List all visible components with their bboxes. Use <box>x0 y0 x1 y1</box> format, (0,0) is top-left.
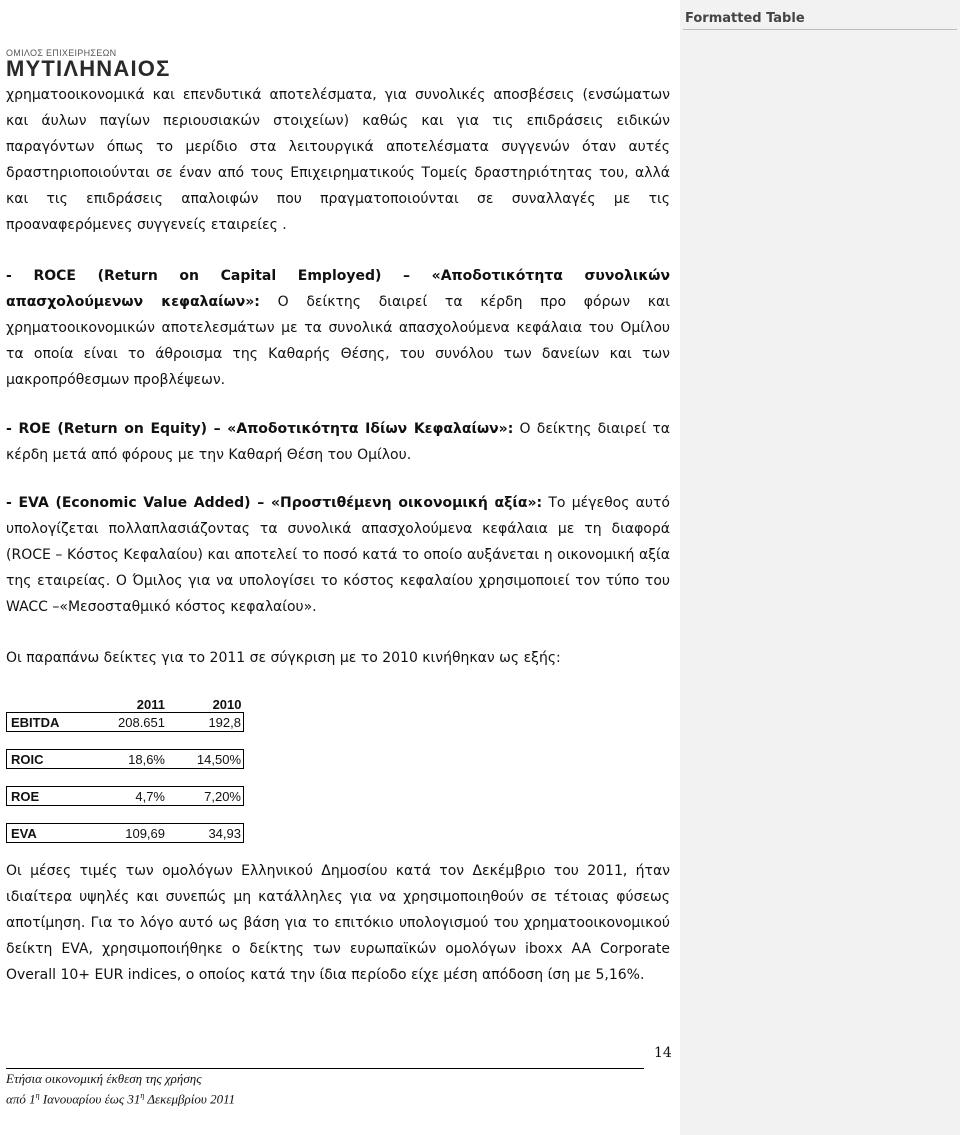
value-2011: 109,69 <box>97 824 169 843</box>
row-label: ROIC <box>7 750 98 769</box>
value-2010: 7,20% <box>169 787 244 806</box>
table-row <box>7 750 244 769</box>
paragraph-bond-yields: Οι μέσες τιμές των ομολόγων Ελληνικού Δημοσίου κατά τον Δεκέμβριο του 2011, ήταν ιδιαίτερα υψηλές και συνεπώς μη κατάλληλες για να χρησιμοποιηθούν σε τέτοιας φύσεως αποτίμηση. Για το λόγο αυτό ως βάση για το επιτόκιο υπολογισμού του χρηματοοικονομικού δείκτη EVA, χρησιμοποιήθηκε ο δείκτης των ευρωπαϊκών ομολόγων iboxx AA Corporate Overall 10+ EUR indices, ο οποίος κατά την ίδια περίοδο είχε μέση απόδοση ίση με 5,16%. <box>6 863 670 983</box>
value-2010: 192,8 <box>169 713 244 732</box>
row-label: EBITDA <box>7 713 98 732</box>
row-label: ROE <box>7 787 98 806</box>
value-2011: 208.651 <box>97 713 169 732</box>
value-2010: 14,50% <box>169 750 244 769</box>
footer-divider <box>6 1068 644 1069</box>
table-row <box>7 824 244 843</box>
value-2011: 4,7% <box>97 787 169 806</box>
logo-title: ΜΥΤΙΛΗΝΑΙΟΣ <box>6 56 171 81</box>
column-header-2010: 2010 <box>212 697 242 712</box>
comments-sidebar <box>680 0 960 1135</box>
table-header-row <box>7 690 244 713</box>
table-row <box>7 787 244 806</box>
paragraph-roe <box>6 416 670 468</box>
eva-heading: - EVA (Economic Value Added) – «Προστιθέμενη οικονομική αξία»: <box>6 495 543 511</box>
row-label: EVA <box>7 824 98 843</box>
value-2010: 34,93 <box>169 824 244 843</box>
format-comment-label: Formatted Table <box>683 6 957 30</box>
table-intro: Οι παραπάνω δείκτες για το 2011 σε σύγκριση με το 2010 κινήθηκαν ως εξής: <box>6 650 561 666</box>
roce-description: Ο δείκτης διαιρεί τα κέρδη προ φόρων και χρηματοοικονομικών αποτελεσμάτων με τα συνολικά απασχολούμενα κεφάλαια του Ομίλου τα οποία είναι το άθροισμα της Καθαρής Θέσης, του συνόλου των δανείων και των μακροπρόθεσμων προβλέψεων. <box>6 294 670 388</box>
metrics-table <box>6 690 244 843</box>
company-logo <box>6 48 171 82</box>
column-header-2011: 2011 <box>136 697 165 712</box>
page-number: 14 <box>654 1045 672 1061</box>
value-2011: 18,6% <box>97 750 169 769</box>
footer-period: από $1^\eta$ Ιανουαρίου έως $31^\eta$ Δεκεμβρίου 2011 <box>6 1091 236 1107</box>
roe-description: Ο δείκτης διαιρεί τα κέρδη μετά από φόρους με την Καθαρή Θέση του Ομίλου. <box>6 421 670 463</box>
paragraph-roce <box>6 263 670 393</box>
eva-description: Το μέγεθος αυτό υπολογίζεται πολλαπλασιάζοντας τα συνολικά απασχολούμενα κεφάλαια με τη διαφορά (ROCE – Κόστος Κεφαλαίου) και αποτελεί το ποσό κατά το οποίο αυξάνεται η οικονομική αξία της εταιρείας. Ο Όμιλος για να υπολογίσει το κόστος κεφαλαίου χρησιμοποιεί τον τύπο του WACC –«Μεσοσταθμικό κόστος κεφαλαίου». <box>6 495 671 615</box>
paragraph-eva <box>6 490 670 620</box>
logo-subtitle: ΟΜΙΛΟΣ ΕΠΙΧΕΙΡΗΣΕΩΝ <box>6 48 117 58</box>
table-row <box>7 713 244 732</box>
roe-heading: - ROE (Return on Equity) – «Αποδοτικότητα Ιδίων Κεφαλαίων»: <box>6 421 514 437</box>
paragraph-intro: χρηματοοικονομικά και επενδυτικά αποτελέσματα, για συνολικές αποσβέσεις (ενσώματων και άυλων παγίων περιουσιακών στοιχείων) καθώς και για τις επιδράσεις ειδικών παραγόντων όπως το μερίδιο στα λειτουργικά αποτελέσματα συγγενών όταν αυτές δραστηριοποιούνται σε έναν από τους Επιχειρηματικούς Τομείς δραστηριότητας του, αλλά και τις επιδράσεις απαλοιφών που πραγματοποιούνται σε συναλλαγές με τις προαναφερόμενες συγγενείς εταιρείες . <box>6 87 670 233</box>
roce-heading: - ROCE (Return on Capital Employed) – «Αποδοτικότητα συνολικών απασχολούμενων κεφαλαίων»: <box>6 268 670 310</box>
footer-report-title: Ετήσια οικονομική έκθεση της χρήσης <box>6 1071 202 1086</box>
